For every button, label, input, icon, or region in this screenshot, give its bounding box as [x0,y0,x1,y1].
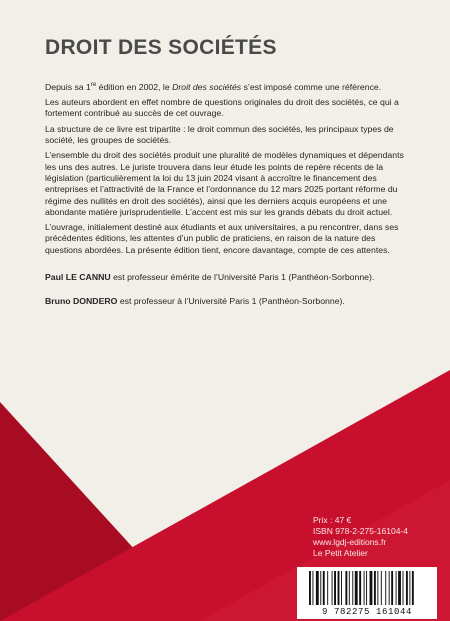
isbn: ISBN 978-2-275-16104-4 [313,526,408,536]
barcode-bar [334,571,336,605]
barcode-bar [377,571,378,605]
barcode-bar [403,571,404,605]
barcode-bar [327,571,328,605]
paragraph-authors-approach: Les auteurs abordent en effet nombre de questions originales du droit des sociétés, ce qui a fortement contribué au succès de cet ouvrage. [45,97,399,119]
barcode-bar [312,571,313,605]
barcode-bars [307,571,427,605]
price: Prix : 47 € [313,515,352,525]
barcode-bar [381,571,382,605]
barcode-bar [391,571,393,605]
author-name: Paul LE CANNU [45,272,111,282]
barcode-bar [341,571,342,605]
barcode-bar [316,571,319,605]
barcode-bar [359,571,361,605]
author-bio: Paul LE CANNU est professeur émérite de l’Université Paris 1 (Panthéon-Sorbonne). [45,272,375,282]
barcode-bar [406,571,408,605]
barcode-bar [370,571,373,605]
paragraph-content: L’ensemble du droit des sociétés produit une pluralité de modèles dynamiques et dépendants les uns des autres. Le juriste trouvera dans leur étude les points de repère récents de la législation (particulièrement la loi du 13 juin 2024 visant à accroître le financement des entreprises et l’attractivité de la France et l’ordonnance du 12 mars 2025 portant réforme du régime des nullités en droit des sociétés), ainsi que les derniers acquis européens et une abondante matière jurisprudentielle. L’accent est mis sur les grands débats du droit actuel. [45,150,404,217]
barcode-bar [320,571,321,605]
barcode-bar [332,571,333,605]
author-bio: Bruno DONDERO est professeur à l’Université Paris 1 (Panthéon-Sorbonne). [45,296,345,307]
barcode-bar [323,571,325,605]
author-bios [45,272,405,321]
barcode-bar [366,571,367,605]
barcode-bar [374,571,376,605]
barcode-bar [396,571,397,605]
barcode-bar [345,571,347,605]
barcode-bar [338,571,340,605]
barcode-bar [409,571,410,605]
barcode-bar [309,571,311,605]
barcode-bar [364,571,365,605]
barcode-bar [349,571,350,605]
paragraph-structure: La structure de ce livre est tripartite : le droit commun des sociétés, les principaux types de société, les groupes de sociétés. [45,123,394,146]
publisher-info [313,515,408,559]
barcode-bar [355,571,358,605]
author-name: Bruno DONDERO [45,296,118,307]
barcode [297,567,437,619]
barcode-number: 9 782275 161044 [321,607,412,617]
imprint: Le Petit Atelier [313,548,368,558]
book-title: DROIT DES SOCIÉTÉS [45,36,277,59]
description [45,80,405,260]
barcode-bar [385,571,386,605]
barcode-bar [398,571,401,605]
barcode-bar [389,571,390,605]
paragraph-audience: L’ouvrage, initialement destiné aux étudiants et aux universitaires, a pu rencontrer, dans ses précédentes éditions, les attentes d’un public de praticiens, en raison de la nature des questions abordées. La présente édition tient, encore davantage, compte de ces attentes. [45,222,399,255]
barcode-bar [352,571,353,605]
paragraph-intro: Depuis sa 1re édition en 2002, le Droit des sociétés s’est imposé comme une référence. [45,81,382,92]
barcode-bar [412,571,414,605]
website: www.lgdj-editions.fr [313,537,387,547]
